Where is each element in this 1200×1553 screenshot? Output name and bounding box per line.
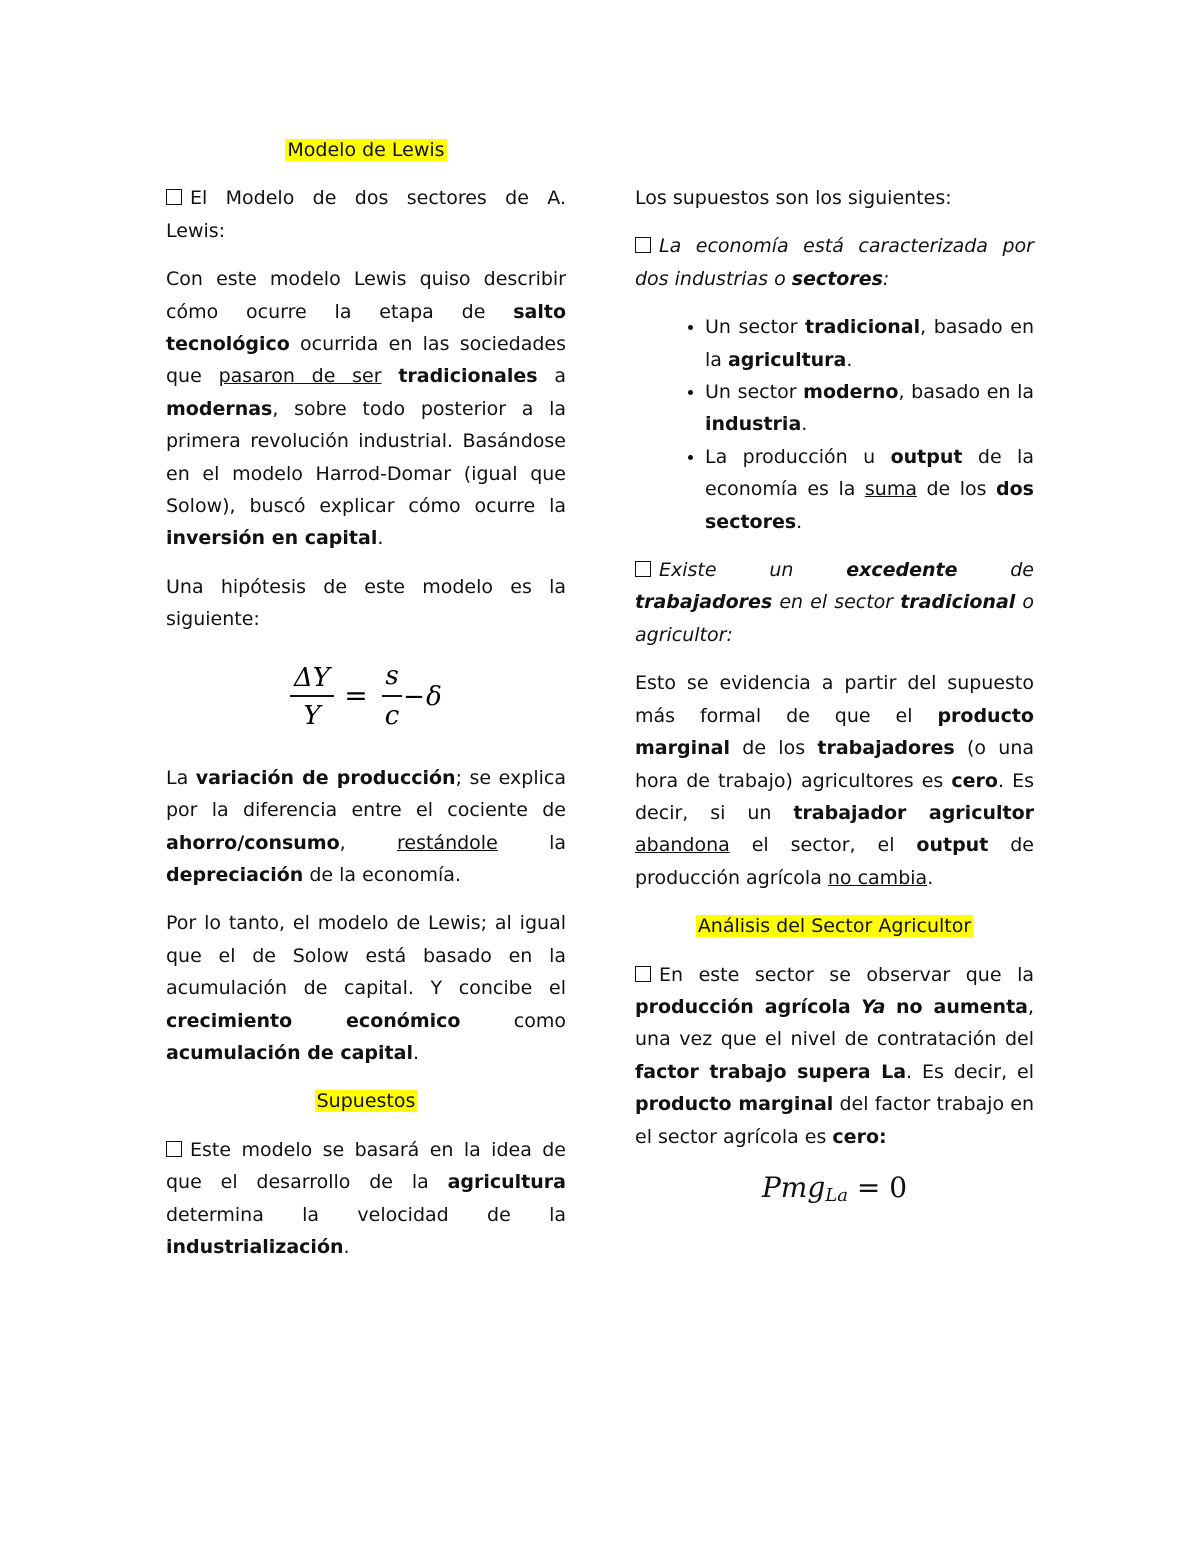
section-title-analisis: Análisis del Sector Agricultor xyxy=(697,915,972,938)
paragraph-por-lo-tanto: Por lo tanto, el modelo de Lewis; al igual que el de Solow está basado en la acumulación de capital. Y concibe el crecimiento económico como acumulación de capital. xyxy=(166,912,566,1064)
formula-svg xyxy=(286,658,446,734)
sectors-list xyxy=(635,311,1034,538)
intro-heading: El Modelo de dos sectores de A. Lewis: xyxy=(166,187,566,242)
paragraph-sector-agricola: En este sector se observar que la producción agrícola Ya no aumenta, una vez que el nivel de contratación del factor trabajo supera La. Es decir, el producto marginal del factor trabajo en el sector agrícola es cero: xyxy=(635,963,1035,1148)
paragraph-variacion-produccion: La variación de producción; se explica por la diferencia entre el cociente de ahorro/consumo, restándole la depreciación de la economía. xyxy=(166,766,566,886)
checkbox-icon xyxy=(635,966,651,982)
paragraph-producto-marginal: Esto se evidencia a partir del supuesto más formal de que el producto marginal de los trabajadores (o una hora de trabajo) agricultores es cero. Es decir, si un trabajador agricultor abandona el sector, el output de producción agrícola no cambia. xyxy=(635,672,1035,889)
list-item-produccion: • La producción u output de la economía es la suma de los dos sectores. xyxy=(705,441,1034,538)
paragraph-agricultura: Este modelo se basará en la idea de que el desarrollo de la agricultura determina la velocidad de la industrialización. xyxy=(166,1138,566,1258)
paragraph-excedente: Existe un excedente de trabajadores en el sector tradicional o agricultor: xyxy=(635,559,1035,646)
checkbox-icon xyxy=(166,189,182,205)
paragraph-hipotesis: Una hipótesis de este modelo es la siguiente: xyxy=(166,575,566,631)
formula-numerator-right: s xyxy=(385,660,399,691)
right-column xyxy=(635,182,1034,1206)
pmg-subscript: La xyxy=(825,1185,848,1207)
pmg-equals-zero: = 0 xyxy=(847,1170,908,1204)
section-title-supuestos: Supuestos xyxy=(316,1090,416,1113)
formula-numerator-left: ΔY xyxy=(294,662,330,693)
paragraph-salto-tecnologico: Con este modelo Lewis quiso describir cómo ocurre la etapa de salto tecnológico ocurrida en las sociedades que pasaron de ser tradicionales a modernas, sobre todo posterior a la primera revolución industrial. Basándose en el modelo Harrod-Domar (igual que Solow), buscó explicar cómo ocurre la inversión en capital. xyxy=(166,268,566,550)
checkbox-icon xyxy=(635,237,651,253)
left-column xyxy=(166,134,566,1279)
checkbox-icon xyxy=(635,561,651,577)
formula-denominator-left: Y xyxy=(303,700,321,731)
paragraph-economia-caracterizada: La economía está caracterizada por dos industrias o sectores: xyxy=(635,235,1034,290)
list-item-tradicional: • Un sector tradicional, basado en la agricultura. xyxy=(705,311,1034,376)
harrod-domar-formula xyxy=(166,658,566,734)
pmg-formula xyxy=(635,1171,1034,1206)
formula-denominator-right: c xyxy=(384,700,400,731)
formula-equals: = xyxy=(344,678,368,712)
pmg-base: Pmg xyxy=(761,1170,826,1204)
section-title-modelo-lewis: Modelo de Lewis xyxy=(287,139,445,161)
formula-delta: δ xyxy=(426,681,442,712)
checkbox-icon xyxy=(166,1141,182,1157)
formula-minus: − xyxy=(403,681,425,712)
paragraph-supuestos-intro: Los supuestos son los siguientes: xyxy=(635,187,952,209)
list-item-moderno: • Un sector moderno, basado en la industria. xyxy=(705,376,1034,441)
